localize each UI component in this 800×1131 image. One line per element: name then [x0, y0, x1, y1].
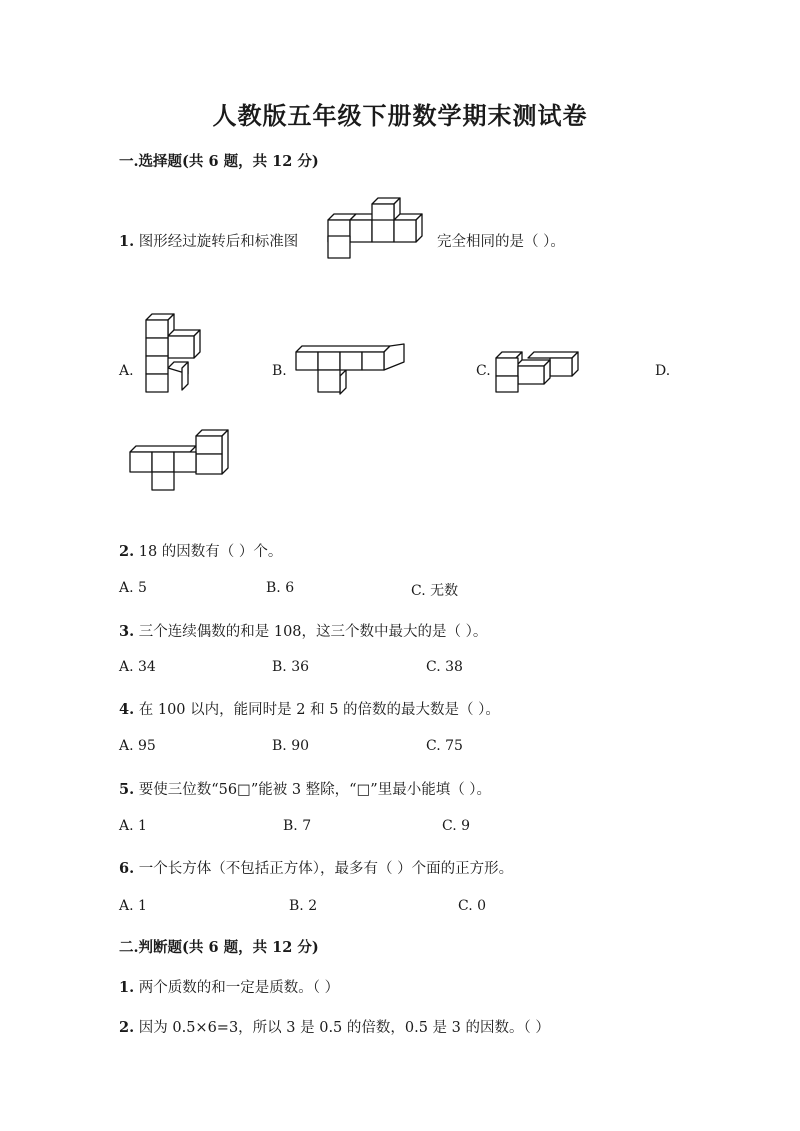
q5-option-b: B. 7 — [283, 818, 312, 834]
question-number: 2. — [119, 543, 135, 560]
question-text: 18 的因数有（ ）个。 — [138, 544, 283, 560]
question-text: 因为 0.5×6=3，所以 3 是 0.5 的倍数，0.5 是 3 的因数。（ ） — [138, 1020, 550, 1036]
judgement-2 — [119, 1016, 550, 1037]
question-number: 1. — [119, 979, 135, 996]
q2-option-b: B. 6 — [266, 580, 295, 596]
q3-option-c: C. 38 — [426, 659, 463, 675]
cube-stack — [328, 198, 422, 258]
question-4 — [119, 698, 500, 719]
question-text: 两个质数的和一定是质数。（ ） — [138, 980, 340, 996]
option-d-label: D. — [655, 363, 671, 379]
question-1 — [119, 230, 298, 251]
option-b-label: B. — [272, 363, 287, 379]
standard-cube-figure — [322, 192, 434, 260]
question-text: 要使三位数“56□”能被 3 整除，“□”里最小能填（ ）。 — [138, 782, 492, 798]
section-heading-judgement: 二.判断题(共 6 题，共 12 分) — [119, 939, 319, 956]
q5-option-c: C. 9 — [442, 818, 471, 834]
q6-option-b: B. 2 — [289, 898, 318, 914]
question-number: 2. — [119, 1019, 135, 1036]
q2-option-a: A. 5 — [119, 580, 147, 596]
question-number: 1. — [119, 233, 135, 250]
judgement-1 — [119, 976, 339, 997]
option-c-cube-figure — [494, 348, 586, 394]
q3-option-b: B. 36 — [272, 659, 310, 675]
option-b-cube-figure — [292, 340, 408, 396]
q4-option-c: C. 75 — [426, 738, 463, 754]
q3-option-a: A. 34 — [119, 659, 156, 675]
section-heading-choice: 一.选择题(共 6 题，共 12 分) — [119, 153, 319, 170]
page-title: 人教版五年级下册数学期末测试卷 — [212, 101, 588, 130]
option-c-label: C. — [476, 363, 491, 379]
question-number: 5. — [119, 781, 135, 798]
question-6 — [119, 857, 513, 878]
q6-option-a: A. 1 — [119, 898, 147, 914]
question-text: 在 100 以内，能同时是 2 和 5 的倍数的最大数是（ ）。 — [138, 702, 500, 718]
question-number: 4. — [119, 701, 135, 718]
q5-option-a: A. 1 — [119, 818, 147, 834]
question-text: 三个连续偶数的和是 108，这三个数中最大的是（ ）。 — [138, 624, 488, 640]
question-text-after: 完全相同的是（ ）。 — [437, 234, 565, 250]
question-text: 一个长方体（不包括正方体），最多有（ ）个面的正方形。 — [138, 861, 514, 877]
question-3 — [119, 620, 487, 641]
question-number: 6. — [119, 860, 135, 877]
question-number: 3. — [119, 623, 135, 640]
q6-option-c: C. 0 — [458, 898, 487, 914]
question-5 — [119, 778, 491, 799]
question-text-before: 图形经过旋转后和标准图 — [138, 234, 299, 250]
q4-option-a: A. 95 — [119, 738, 156, 754]
option-d-cube-figure — [126, 428, 232, 492]
option-a-cube-figure — [142, 312, 208, 396]
option-a-label: A. — [119, 363, 134, 379]
question-2 — [119, 540, 282, 561]
q4-option-b: B. 90 — [272, 738, 310, 754]
q2-option-c: C. 无数 — [411, 583, 459, 599]
